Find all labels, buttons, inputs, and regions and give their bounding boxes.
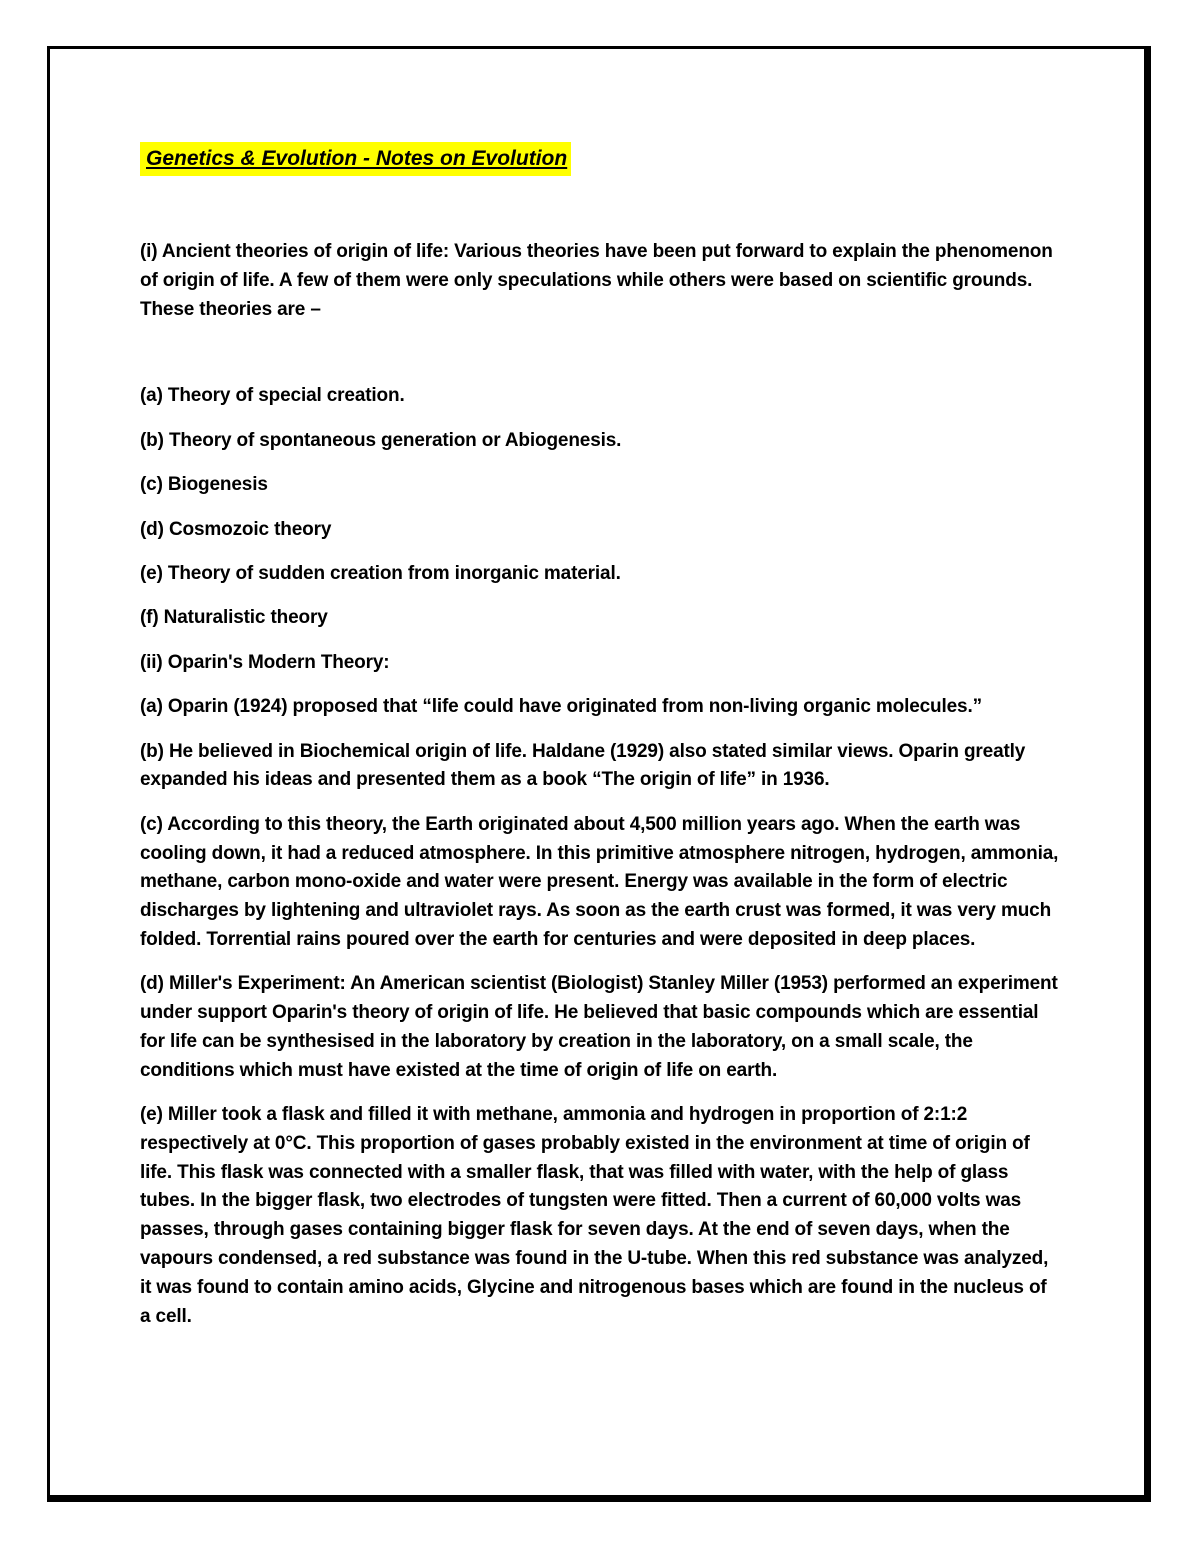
theory-item-f: (f) Naturalistic theory: [140, 607, 328, 629]
theory-item-a: (a) Theory of special creation.: [140, 385, 405, 407]
theory-item-e: (e) Theory of sudden creation from inorganic material.: [140, 562, 621, 584]
oparin-point-e: (e) Miller took a flask and filled it with methane, ammonia and hydrogen in proportion of 2:1:2 respectively at 0°C. This proportion of gases probably existed in the environment at time of origin of life. This flask was connected with a smaller flask, that was filled with water, with the help of glass tubes. In the bigger flask, two electrodes of tungsten were fitted. Then a current of 60,000 volts was passes, through gases containing bigger flask for seven days. At the end of seven days, when the vapours condensed, a red substance was found in the U-tube. When this red substance was analyzed, it was found to contain amino acids, Glycine and nitrogenous bases which are found in the nucleus of a cell.: [140, 1104, 1049, 1327]
oparin-point-c: (c) According to this theory, the Earth originated about 4,500 million years ago. When the earth was cooling down, it had a reduced atmosphere. In this primitive atmosphere nitrogen, hydrogen, ammonia, methane, carbon mono-oxide and water were present. Energy was available in the form of electric discharges by lightening and ultraviolet rays. As soon as the earth crust was formed, it was very much folded. Torrential rains poured over the earth for centuries and were deposited in deep places.: [140, 813, 1059, 950]
oparin-point-b: (b) He believed in Biochemical origin of life. Haldane (1929) also stated similar views. Oparin greatly expanded his ideas and presented them as a book “The origin of life” in 1936.: [140, 740, 1026, 791]
oparin-point-a: (a) Oparin (1924) proposed that “life could have originated from non-living organic molecules.”: [140, 696, 982, 718]
theory-item-c: (c) Biogenesis: [140, 474, 268, 496]
theory-item-d: (d) Cosmozoic theory: [140, 518, 332, 540]
document-body: [140, 142, 1060, 1331]
intro-paragraph: (i) Ancient theories of origin of life: Various theories have been put forward to explain the phenomenon of origin of life. A few of them were only speculations while others were based on scientific grounds. These theories are –: [140, 241, 1053, 320]
document-title: Genetics & Evolution - Notes on Evolution: [140, 142, 571, 176]
section-heading-oparin: (ii) Oparin's Modern Theory:: [140, 651, 390, 673]
theory-item-b: (b) Theory of spontaneous generation or Abiogenesis.: [140, 429, 622, 451]
oparin-point-d: (d) Miller's Experiment: An American scientist (Biologist) Stanley Miller (1953) performed an experiment under support Oparin's theory of origin of life. He believed that basic compounds which are essential for life can be synthesised in the laboratory by creation in the laboratory, on a small scale, the conditions which must have existed at the time of origin of life on earth.: [140, 973, 1058, 1081]
